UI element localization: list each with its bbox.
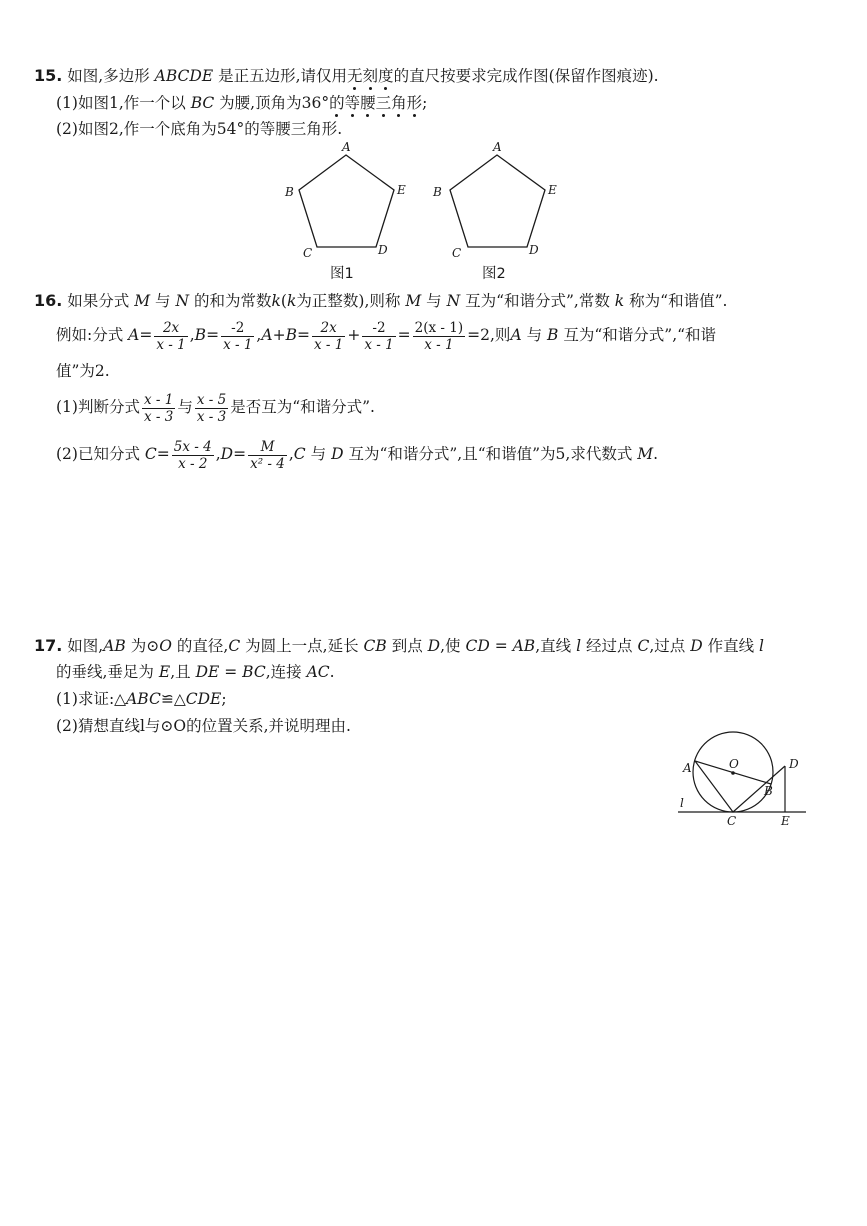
q17-stem-line2: 的垂线,垂足为 E,且 DE = BC,连接 AC. <box>56 663 335 681</box>
fig2-label-A: A <box>493 140 502 154</box>
fraction-A-copy: $\frac{2x}{x - 1}$ <box>313 319 344 353</box>
pentagon-2 <box>450 155 545 247</box>
fig1-label-C: C <box>303 246 313 260</box>
pentagon-1 <box>299 155 394 247</box>
q17-part2: (2)猜想直线l与⊙O的位置关系,并说明理由. <box>56 717 351 735</box>
fig2-label-C: C <box>452 246 462 260</box>
q15-figure-2 <box>425 140 555 265</box>
q17-part1: (1)求证:△ABC≌△CDE; <box>56 690 227 708</box>
segment-AC <box>695 761 733 812</box>
fig1-label-A: A <box>342 140 351 154</box>
fig-label-A: A <box>683 761 692 775</box>
fig1-label-D: D <box>378 243 388 257</box>
q16-number: 16. <box>34 291 63 310</box>
fig-label-D: D <box>789 757 799 771</box>
q16-part1: (1)判断分式 $\frac{x - 1}{x - 3}$ 与 $\frac{x - 5}{x - 3}$ 是否互为“和谐分式”. <box>56 391 375 425</box>
fig2-label-D: D <box>529 243 539 257</box>
fraction-C: $\frac{5x - 4}{x - 2}$ <box>173 438 212 472</box>
q15-part2: (2)如图2,作一个底角为54°的等腰三角形. <box>56 120 343 138</box>
q16-example-end: 值”为2. <box>56 362 110 380</box>
fig2-label-B: B <box>433 185 442 199</box>
fraction-D: $\frac{M}{\text{x² - 4}}$ <box>250 438 285 472</box>
fraction-p1-2: $\frac{x - 5}{x - 3}$ <box>196 391 227 425</box>
q16-example: 例如:分式 A= $\frac{2x}{x - 1}$ ,B= $\frac{-2}{x - 1}$ ,A+B= $\frac{2x}{x - 1}$ + $\frac{-2}{x - 1}$ = $\frac{2(x - 1)}{x - 1}$ =2,则A 与 B 互为“和谐分式”,“和谐 <box>56 319 717 353</box>
fig1-label-E: E <box>397 183 406 197</box>
q16-stem: 16. 如果分式 M 与 N 的和为常数k(k为正整数),则称 M 与 N 互为“和谐分式”,常数 k 称为“和谐值”. <box>34 291 728 310</box>
fig2-label-E: E <box>548 183 557 197</box>
fig-label-B: B <box>764 784 773 798</box>
q15-part1: (1)如图1,作一个以 BC 为腰,顶角为36°的等腰三角形; <box>56 94 428 112</box>
fraction-A: $\frac{2x}{x - 1}$ <box>156 319 186 353</box>
q15-number: 15. <box>34 66 63 85</box>
fraction-p1-1: $\frac{x - 1}{x - 3}$ <box>143 391 174 425</box>
fig1-label-B: B <box>285 185 294 199</box>
fig-label-O: O <box>729 757 739 771</box>
fig-label-l: l <box>680 796 684 810</box>
fraction-B: $\frac{-2}{x - 1}$ <box>223 319 253 353</box>
q16-part2: (2)已知分式 C= $\frac{5x - 4}{x - 2}$ ,D= $\frac{M}{\text{x² - 4}}$ ,C 与 D 互为“和谐分式”,且“和谐值”为5,求代数式 M. <box>56 438 659 472</box>
fraction-B-copy: $\frac{-2}{x - 1}$ <box>364 319 394 353</box>
q17-stem: 17. 如图,AB 为⊙O 的直径,C 为圆上一点,延长 CB 到点 D,使 CD = AB,直线 l 经过点 C,过点 D 作直线 l <box>34 636 764 655</box>
q17-figure <box>676 735 811 830</box>
q15-fig1-caption: 图1 <box>330 266 354 282</box>
segment-CD <box>733 766 785 812</box>
fraction-sum: $\frac{2(x - 1)}{x - 1}$ <box>414 319 464 353</box>
q17-number: 17. <box>34 636 63 655</box>
fig-label-E: E <box>781 814 790 828</box>
q15-fig2-caption: 图2 <box>482 266 506 282</box>
q15-stem: 15. 如图,多边形 ABCDE 是正五边形,请仅用无刻度的直尺按要求完成作图(保留作图痕迹). <box>34 66 659 85</box>
fig-label-C: C <box>727 814 737 828</box>
center-point <box>731 771 735 775</box>
q15-figure-1 <box>280 140 410 265</box>
